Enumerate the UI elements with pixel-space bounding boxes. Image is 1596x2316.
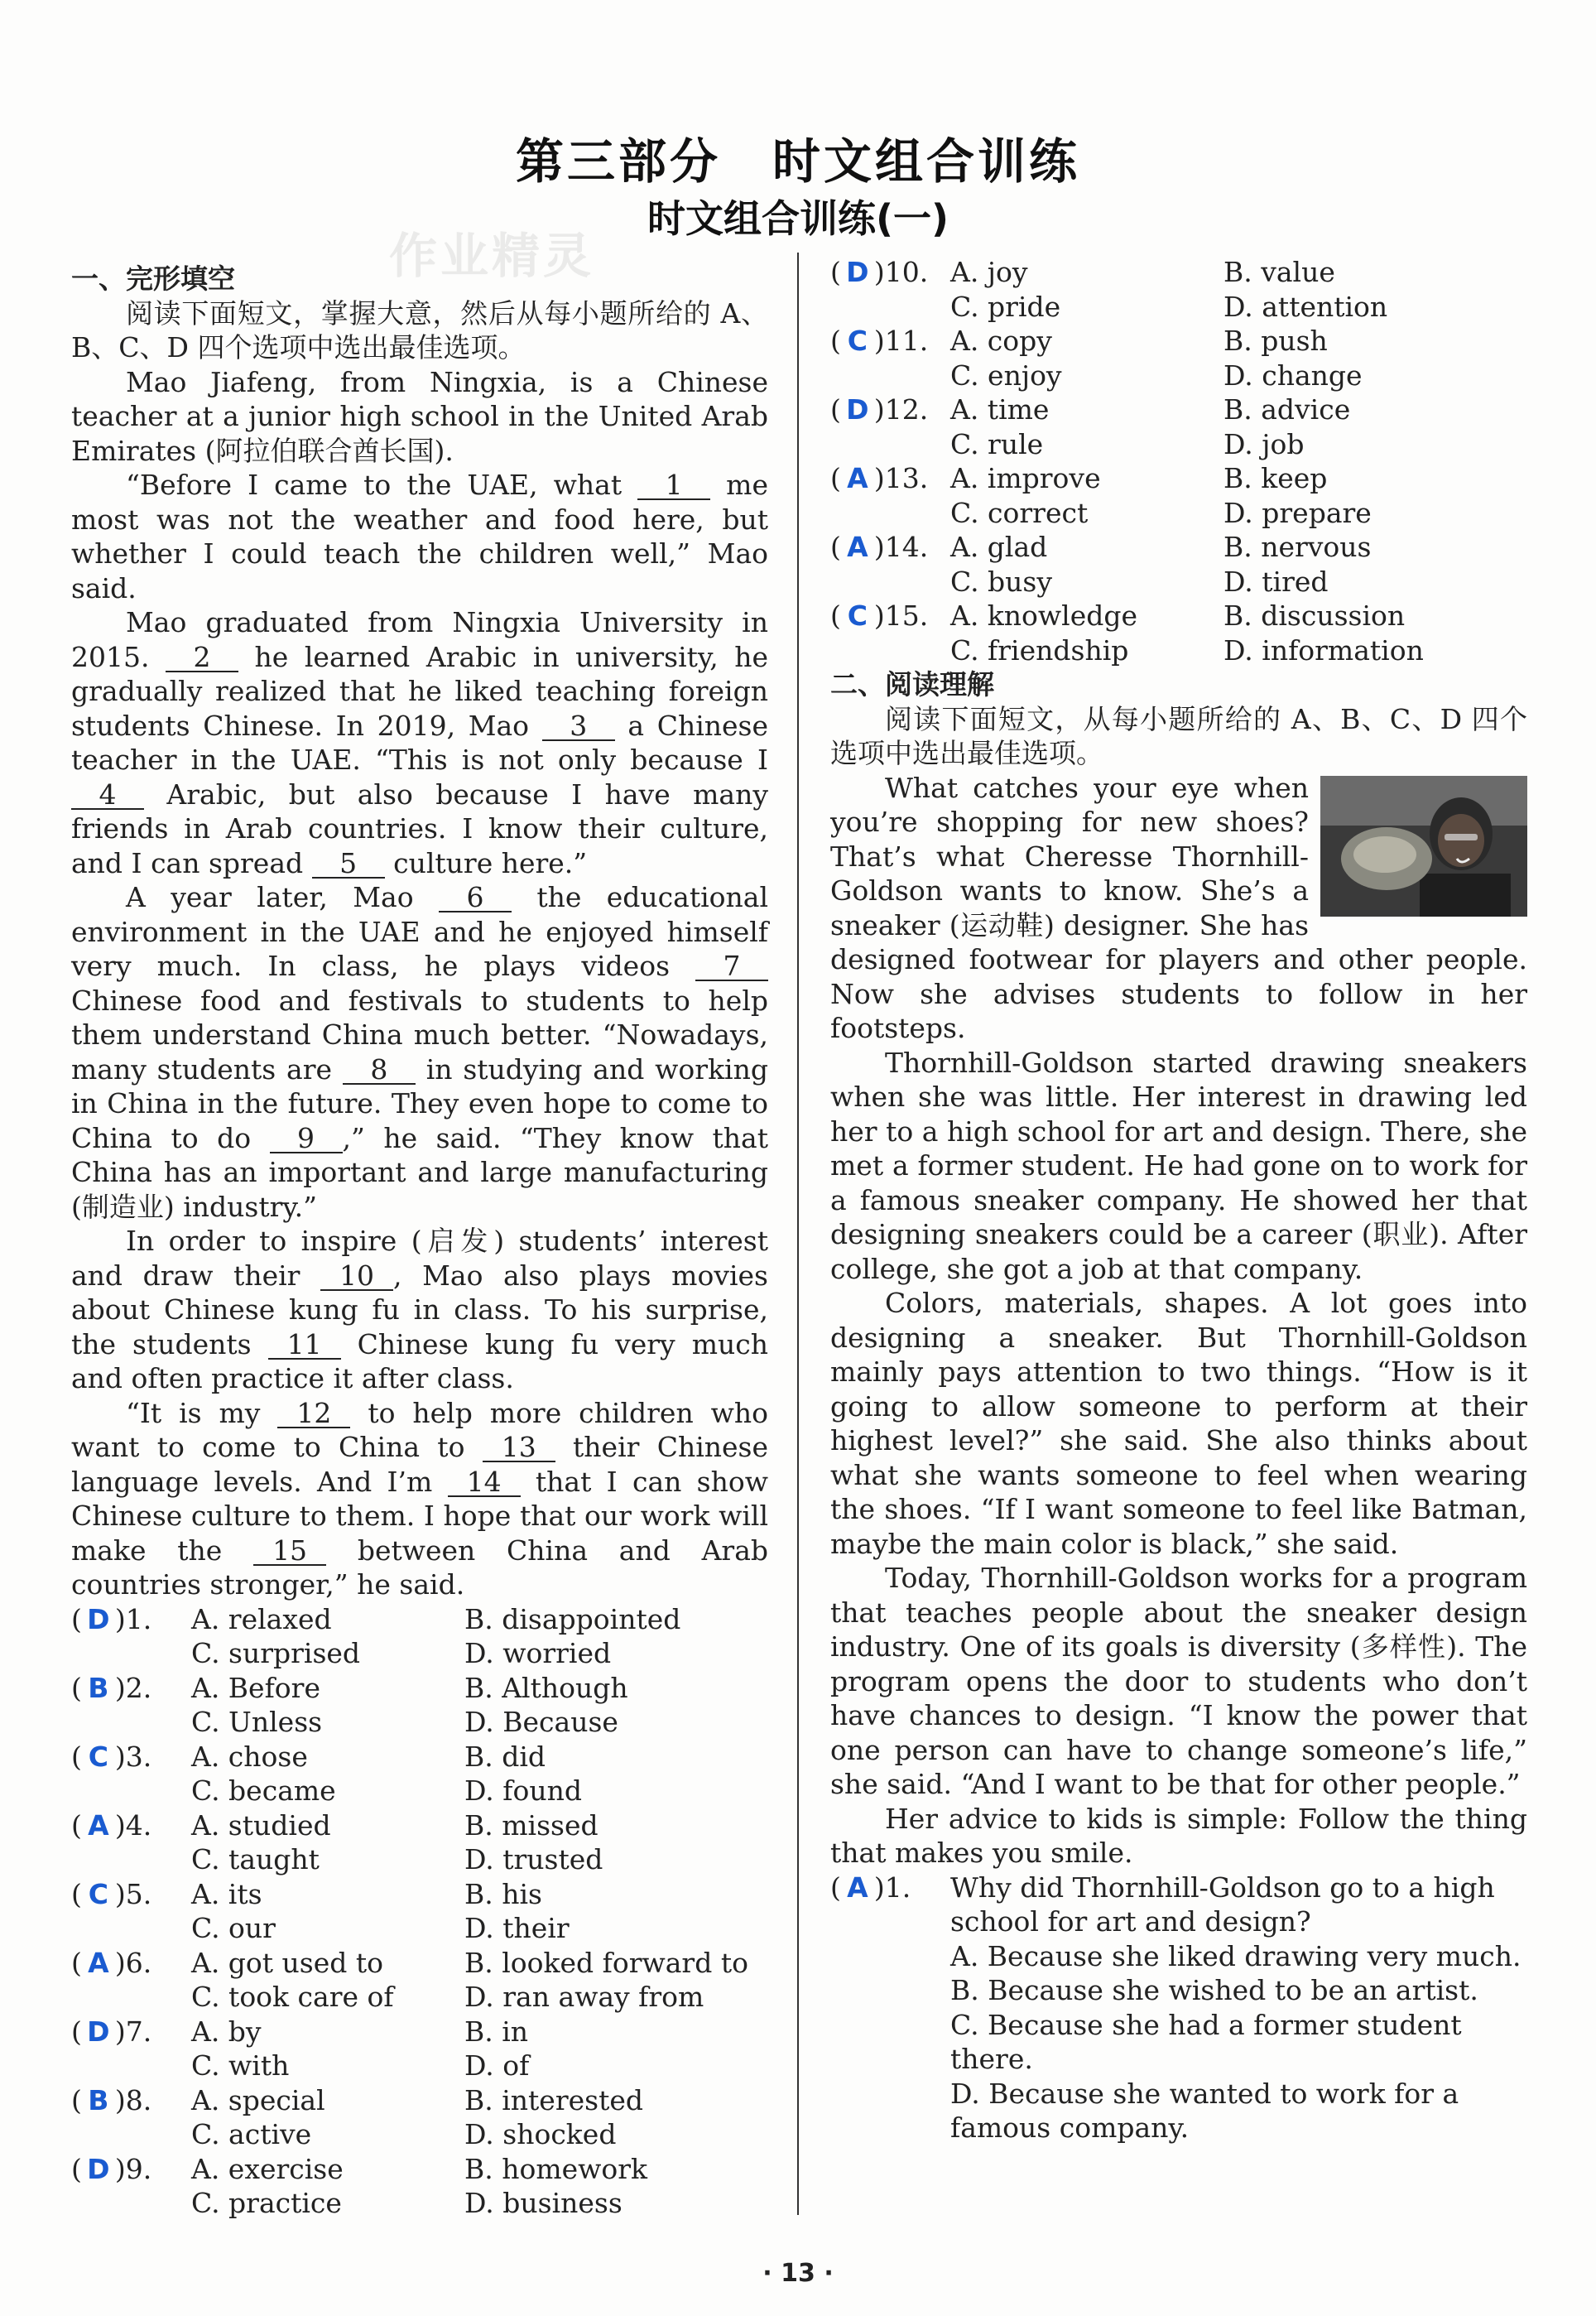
option-a: A. its [191, 1877, 262, 1910]
option-b: B. push [1223, 325, 1328, 357]
passage-text: their Chinese language levels. And I’m [71, 1431, 768, 1498]
option-c: C. practice [191, 2187, 342, 2219]
cloze-question-4 [71, 1808, 768, 1877]
spacer [71, 1980, 191, 2015]
reading-paragraph: Thornhill-Goldson started drawing sneakers when she was little. Her interest in drawing led her to a high school for art and design. There, she met a former student. He had gone on to work for a famous sneaker company. He showed her that designing sneakers could be a career (职业). After college, she got a job at that company. [830, 1046, 1527, 1285]
cloze-question-3 [71, 1740, 768, 1808]
option-b: B. keep [1223, 462, 1328, 494]
cloze-paragraph [71, 880, 768, 1224]
option-a: A. Before [191, 1671, 320, 1704]
blank-10: 10 [320, 1263, 393, 1291]
question-num: 10 [884, 256, 920, 288]
option-d: D. business [464, 2187, 623, 2219]
option-row [830, 530, 1527, 565]
blank-6: 6 [439, 884, 512, 912]
option-c: C. became [191, 1774, 336, 1807]
option-a: A. relaxed [191, 1602, 332, 1635]
cloze-question-11 [830, 324, 1527, 392]
question-num: 1 [884, 1871, 902, 1904]
option-row [71, 1740, 768, 1774]
question-num: 6 [125, 1946, 143, 1979]
choice: D. Because she wanted to work for a famous company. [950, 2077, 1459, 2144]
passage-text: that I can show Chinese culture to them. I hope that our work will make the [71, 1465, 768, 1567]
question-number: ( A )6. [71, 1946, 152, 1979]
option-row [71, 1946, 768, 1981]
option-c: C. pride [950, 290, 1061, 323]
option-c: C. correct [950, 496, 1089, 529]
option-b: B. in [464, 2015, 529, 2048]
option-row [830, 255, 1527, 290]
spacer [830, 633, 950, 668]
blank-9: 9 [270, 1125, 343, 1153]
reading-question-1 [830, 1871, 1527, 2145]
passage-text: the educational environment in the UAE and he enjoyed himself very much. In class, he plays videos [71, 881, 768, 982]
option-b: B. advice [1223, 393, 1351, 426]
blank-4: 4 [71, 782, 144, 810]
question-num: 7 [125, 2015, 143, 2048]
option-b: B. his [464, 1877, 542, 1910]
option-b: B. looked forward to [464, 1946, 748, 1979]
option-b: B. disappointed [464, 1602, 681, 1635]
option-c: C. taught [191, 1843, 320, 1875]
blank-13: 13 [483, 1434, 555, 1462]
choice-list [950, 1939, 1527, 2145]
option-a: A. got used to [191, 1946, 384, 1979]
question-num: 9 [125, 2152, 143, 2185]
reading-heading: 二、阅读理解 [830, 668, 994, 701]
passage-text: A year later, Mao [126, 881, 439, 913]
question-number: ( C )11. [830, 325, 929, 357]
cloze-question-12 [830, 392, 1527, 461]
option-row [71, 1705, 768, 1740]
option-c: C. took care of [191, 1981, 394, 2013]
answer-mark: A [847, 1871, 868, 1904]
column-divider [797, 253, 799, 2215]
question-num: 11 [884, 325, 920, 357]
question-number: ( D )9. [71, 2152, 152, 2185]
option-row [71, 2117, 768, 2152]
option-row [71, 2015, 768, 2049]
passage-text: between China and Arab countries stronger,” he said. [71, 1534, 769, 1601]
blank-3: 3 [542, 713, 615, 741]
option-c: C. our [191, 1912, 276, 1944]
question-body [950, 1871, 1527, 2145]
option-a: A. copy [950, 325, 1052, 357]
option-row [71, 1774, 768, 1808]
option-row [830, 599, 1527, 633]
option-d: D. information [1223, 633, 1424, 667]
cloze-question-7 [71, 2015, 768, 2083]
page-title: 第三部分 时文组合训练 [515, 133, 1080, 190]
option-d: D. change [1223, 359, 1363, 392]
question-stem: Why did Thornhill-Goldson go to a high school for art and design? [950, 1871, 1495, 1938]
question-num: 15 [884, 599, 920, 632]
option-row [830, 427, 1527, 462]
option-d: D. Because [464, 1706, 618, 1738]
option-row [71, 1808, 768, 1843]
reading-questions [830, 1871, 1527, 2145]
cloze-questions-right [830, 255, 1527, 667]
option-a: A. studied [191, 1808, 331, 1842]
cloze-instruction: 阅读下面短文，掌握大意，然后从每小题所给的 A、B、C、D 四个选项中选出最佳选项。 [71, 296, 768, 364]
answer-mark: B [88, 2083, 109, 2116]
question-num: 1 [125, 1602, 143, 1635]
cloze-paragraph [71, 365, 768, 469]
blank-8: 8 [343, 1057, 416, 1085]
choice: A. Because she liked drawing very much. [950, 1939, 1521, 1972]
designer-photo [1320, 776, 1527, 917]
cloze-paragraph [71, 468, 768, 605]
choice: B. Because she wished to be an artist. [950, 1974, 1478, 2006]
reading-instruction: 阅读下面短文，从每小题所给的 A、B、C、D 四个选项中选出最佳选项。 [830, 702, 1527, 769]
answer-mark: D [846, 256, 869, 288]
cloze-passage [71, 365, 768, 1602]
question-number: ( A )1. [830, 1871, 911, 1904]
option-b: B. nervous [1223, 531, 1372, 563]
answer-mark: A [847, 531, 868, 563]
cloze-heading: 一、完形填空 [71, 262, 235, 295]
answer-mark: D [87, 2015, 110, 2048]
cloze-question-8 [71, 2083, 768, 2152]
cloze-question-2 [71, 1671, 768, 1740]
option-row [71, 2186, 768, 2221]
left-column [71, 262, 768, 2221]
option-a: A. improve [950, 462, 1101, 494]
question-number: ( A )13. [830, 462, 929, 494]
option-b: B. value [1223, 256, 1335, 288]
option-row [71, 2152, 768, 2187]
cloze-paragraph [71, 1224, 768, 1396]
blank-11: 11 [268, 1331, 341, 1360]
option-row [71, 1842, 768, 1877]
option-d: D. trusted [464, 1843, 603, 1875]
cloze-questions-left [71, 1602, 768, 2221]
option-a: A. chose [191, 1740, 308, 1773]
option-row [830, 565, 1527, 599]
spacer [71, 1842, 191, 1877]
passage-text: me most was not the weather and food here, but whether I could teach the children well,” Mao said. [71, 469, 769, 604]
spacer [71, 1911, 191, 1946]
spacer [830, 565, 950, 599]
question-num: 14 [884, 531, 920, 563]
option-row [71, 1636, 768, 1671]
option-c: C. Unless [191, 1706, 323, 1738]
question-num: 13 [884, 462, 920, 494]
option-b: B. missed [464, 1808, 598, 1842]
answer-mark: A [847, 462, 868, 494]
question-num: 3 [125, 1740, 143, 1773]
blank-14: 14 [448, 1469, 521, 1497]
passage-text: “It is my [126, 1396, 278, 1429]
cloze-question-14 [830, 530, 1527, 599]
blank-7: 7 [695, 953, 768, 981]
option-row [71, 1671, 768, 1706]
question-number: ( D )7. [71, 2015, 152, 2048]
question-number: ( D )12. [830, 393, 929, 426]
answer-mark: D [87, 1602, 110, 1635]
option-d: D. prepare [1223, 496, 1372, 529]
option-c: C. active [191, 2118, 312, 2150]
question-number: ( C )5. [71, 1877, 152, 1910]
passage-text: “Before I came to the UAE, what [126, 469, 638, 501]
option-d: D. found [464, 1774, 582, 1807]
reading-passage [830, 771, 1527, 1871]
question-number: ( D )1. [71, 1602, 152, 1635]
option-d: D. job [1223, 427, 1305, 460]
answer-mark: D [846, 393, 869, 426]
answer-mark: A [88, 1946, 109, 1979]
answer-mark: C [847, 325, 868, 357]
reading-paragraph: What catches your eye when you’re shopping for new shoes? That’s what Cheresse Thornhill-Goldson wants to know. She’s a sneaker (运动鞋) designer. She has designed footwear for players and other people. Now she advises students to follow in her footsteps. [830, 771, 1527, 1044]
reading-paragraph: Colors, materials, shapes. A lot goes into designing a sneaker. But Thornhill-Goldson mainly pays attention to two things. “How is it going to allow someone to perform at their highest level?” she said. She also thinks about what she wants someone to feel when wearing the shoes. “If I want someone to feel like Batman, maybe the main color is black,” she said. [830, 1287, 1527, 1560]
option-b: B. discussion [1223, 599, 1406, 632]
question-number: ( A )4. [71, 1808, 152, 1842]
question-number: ( A )14. [830, 531, 929, 563]
option-d: D. tired [1223, 565, 1329, 598]
option-c: C. busy [950, 565, 1053, 598]
blank-1: 1 [637, 472, 710, 500]
spacer [71, 1705, 191, 1740]
passage-text: Chinese kung fu very much and often practice it after class. [71, 1327, 768, 1394]
spacer [71, 2186, 191, 2221]
spacer [71, 2049, 191, 2083]
option-row [830, 392, 1527, 427]
answer-mark: C [88, 1740, 108, 1773]
option-row [71, 1877, 768, 1912]
passage-text: In order to inspire (启发) students’ interest and draw their [71, 1225, 768, 1292]
passage-text: Chinese food and festivals to students to help them understand China much better. “Nowadays, many students are [71, 984, 768, 1086]
option-row [830, 324, 1527, 359]
cloze-question-9 [71, 2152, 768, 2221]
answer-mark: B [88, 1671, 109, 1704]
section-subtitle: 时文组合训练(一) [647, 196, 949, 241]
option-a: A. time [950, 393, 1050, 426]
option-a: A. special [191, 2083, 325, 2116]
option-d: D. of [464, 2049, 530, 2082]
option-d: D. shocked [464, 2118, 617, 2150]
spacer [71, 2117, 191, 2152]
cloze-question-10 [830, 255, 1527, 324]
option-b: B. Although [464, 1671, 628, 1704]
question-num: 2 [125, 1671, 143, 1704]
passage-text: , Mao also plays movies about Chinese kung fu in class. To his surprise, the students [71, 1259, 768, 1360]
cloze-question-15 [830, 599, 1527, 667]
spacer [830, 427, 950, 462]
watermark: 作业精灵 [389, 228, 595, 284]
cloze-question-1 [71, 1602, 768, 1671]
option-c: C. rule [950, 427, 1044, 460]
option-a: A. joy [950, 256, 1028, 288]
blank-2: 2 [166, 644, 238, 672]
right-column [830, 255, 1527, 2145]
passage-text: Arabic, but also because I have many friends in Arab countries. I know their culture, and I can spread [71, 778, 768, 879]
passage-text: in studying and working in China in the future. They even hope to come to China to do [71, 1052, 768, 1154]
spacer [71, 1774, 191, 1808]
option-a: A. by [191, 2015, 262, 2048]
option-a: A. exercise [191, 2152, 344, 2185]
passage-text: a Chinese teacher in the UAE. “This is not only because I [71, 709, 769, 776]
option-b: B. homework [464, 2152, 648, 2185]
question-num: 4 [125, 1808, 143, 1842]
answer-mark: C [847, 599, 868, 632]
page-number: · 13 · [762, 2259, 834, 2288]
option-row [71, 1980, 768, 2015]
option-b: B. interested [464, 2083, 643, 2116]
passage-text: Mao graduated from Ningxia University in 2015. [71, 606, 768, 673]
option-b: B. did [464, 1740, 546, 1773]
option-a: A. knowledge [950, 599, 1138, 632]
option-d: D. attention [1223, 290, 1388, 323]
option-row [830, 461, 1527, 496]
question-num: 5 [125, 1877, 143, 1910]
question-number: ( C )3. [71, 1740, 152, 1773]
option-a: A. glad [950, 531, 1048, 563]
spacer [830, 496, 950, 531]
option-row [71, 2049, 768, 2083]
passage-text: ,” he said. “They know that China has an important and large manufacturing (制造业) industry.” [71, 1121, 768, 1223]
passage-text: to help more children who want to come to China to [71, 1396, 768, 1463]
spacer [830, 359, 950, 393]
cloze-question-5 [71, 1877, 768, 1946]
option-c: C. with [191, 2049, 290, 2082]
answer-mark: D [87, 2152, 110, 2185]
cloze-paragraph [71, 605, 768, 880]
question-number: ( D )10. [830, 256, 929, 288]
option-row [830, 496, 1527, 531]
option-row [830, 633, 1527, 668]
passage-text: Mao Jiafeng, from Ningxia, is a Chinese teacher at a junior high school in the United Arab Emirates (阿拉伯联合酋长国). [71, 365, 768, 467]
choice: C. Because she had a former student there. [950, 2008, 1462, 2075]
cloze-question-6 [71, 1946, 768, 2015]
cloze-paragraph [71, 1396, 768, 1602]
blank-12: 12 [277, 1400, 350, 1428]
passage-text: culture here.” [384, 846, 588, 879]
question-num: 8 [125, 2083, 143, 2116]
option-c: C. enjoy [950, 359, 1062, 392]
question-num: 12 [884, 393, 920, 426]
question-number: ( C )15. [830, 599, 929, 632]
cloze-question-13 [830, 461, 1527, 530]
reading-paragraph: Her advice to kids is simple: Follow the thing that makes you smile. [830, 1802, 1527, 1869]
option-row [830, 290, 1527, 325]
option-c: C. friendship [950, 633, 1129, 667]
option-d: D. their [464, 1912, 570, 1944]
answer-mark: A [88, 1808, 109, 1842]
option-row [71, 1602, 768, 1637]
question-number: ( B )2. [71, 1671, 152, 1704]
option-c: C. surprised [191, 1637, 361, 1669]
spacer [830, 290, 950, 325]
spacer [71, 1636, 191, 1671]
blank-5: 5 [312, 850, 385, 879]
option-row [71, 1911, 768, 1946]
option-d: D. ran away from [464, 1981, 704, 2013]
question-number: ( B )8. [71, 2083, 152, 2116]
option-d: D. worried [464, 1637, 612, 1669]
option-row [830, 359, 1527, 393]
reading-paragraph: Today, Thornhill-Goldson works for a program that teaches people about the sneaker design industry. One of its goals is diversity (多样性). The program opens the door to students who don’t have chances to design. “I know the power that one person can have to change someone’s life,” she said. “And I want to be that for other people.” [830, 1562, 1527, 1800]
passage-text: he learned Arabic in university, he gradually realized that he liked teaching foreign students Chinese. In 2019, Mao [71, 640, 768, 742]
option-row [71, 2083, 768, 2118]
blank-15: 15 [253, 1538, 326, 1566]
answer-mark: C [88, 1877, 108, 1910]
